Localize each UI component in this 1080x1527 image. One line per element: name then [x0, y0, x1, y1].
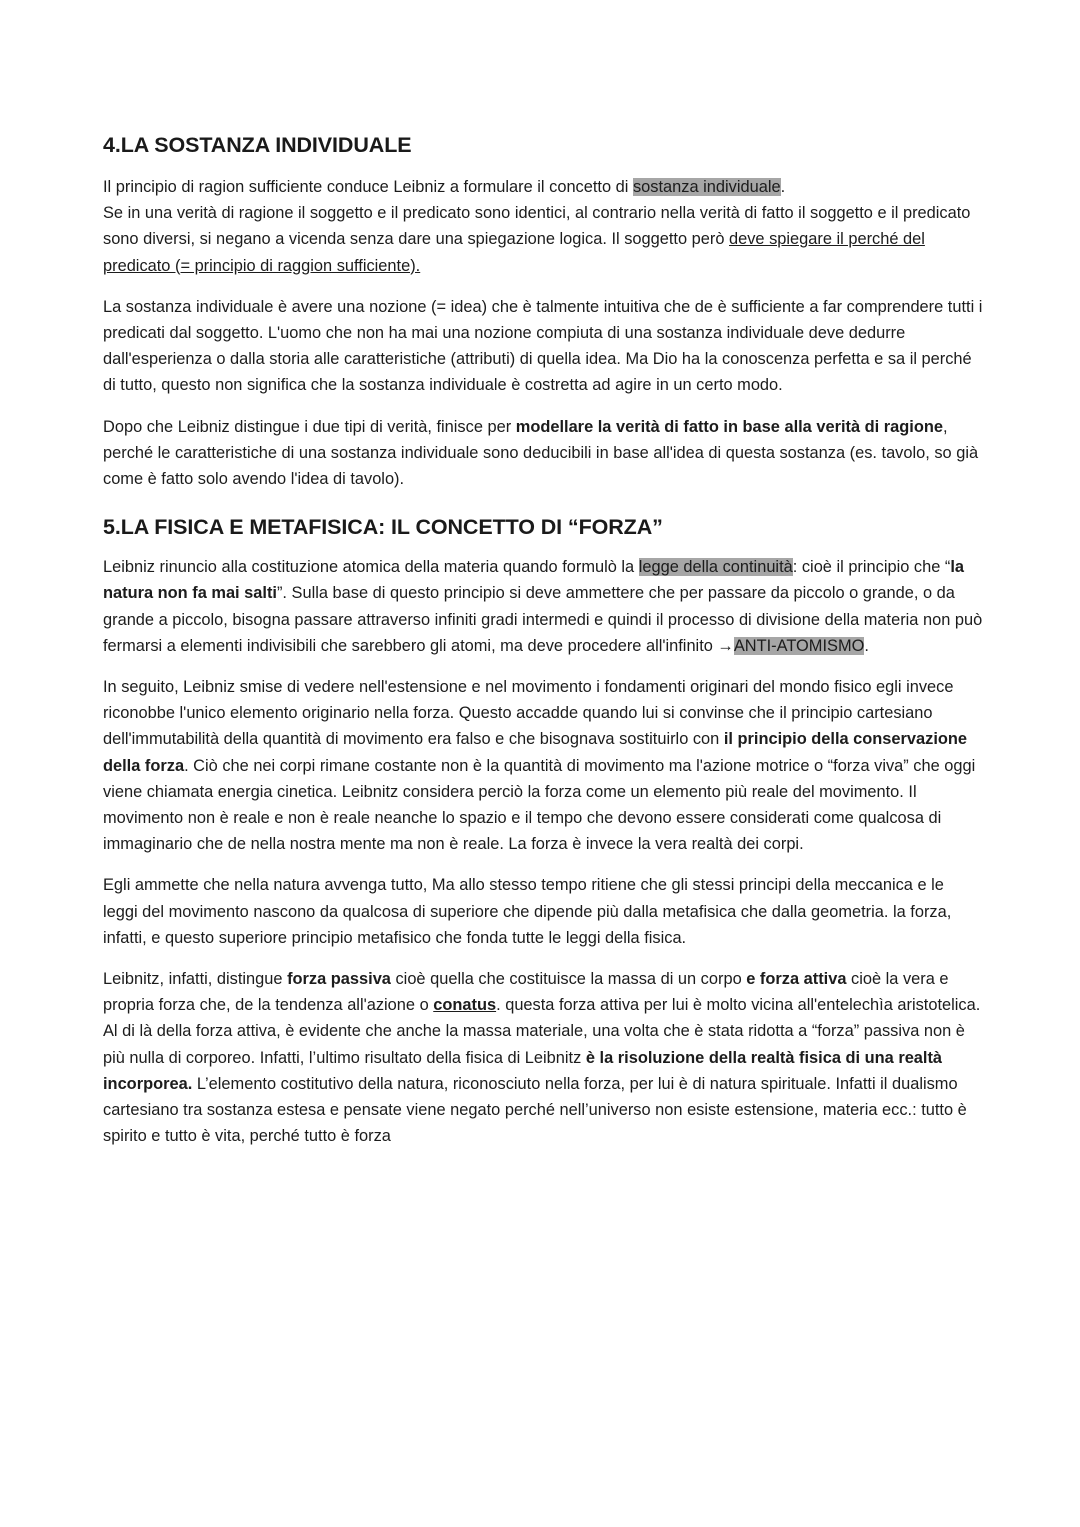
- document-page: [103, 128, 983, 1165]
- section-5-heading: 5.LA FISICA E METAFISICA: IL CONCETTO DI “FORZA”: [103, 515, 663, 540]
- bold-forza-passiva: forza passiva: [287, 970, 391, 989]
- s5-p4-text-c: cioè la vera e propria forza che, de la tendenza all'azione o: [103, 970, 949, 1015]
- s5-p2-text-a: In seguito, Leibniz smise di vedere nell'estensione e nel movimento i fondamenti originari del mondo fisico egli invece riconobbe l'unico elemento originario nella forza. Questo accadde quando lui si convinse che il principio cartesiano dell'immutabilità della quantità di movimento era falso e che bisognava sostituirlo con: [103, 678, 954, 749]
- s5-paragraph-2: [103, 674, 983, 857]
- s5-p1-text-d: .: [864, 636, 869, 655]
- bold-realta-incorporea: è la risoluzione della realtà fisica di una realtà incorporea.: [103, 1048, 943, 1093]
- s4-p1-end: .: [780, 178, 786, 196]
- bold-underlined-conatus: conatus: [433, 996, 497, 1015]
- s4-paragraph-1: [103, 174, 983, 200]
- bold-modellare: modellare la verità di fatto in base alla verità di ragione: [515, 417, 943, 436]
- s4-p2-text: Se in una verità di ragione il soggetto e il predicato sono identici, al contrario nella verità di fatto il soggetto e il predicato sono diversi, si negano a vicenda senza dare una spiegazione logica. Il soggetto però: [103, 204, 971, 249]
- s4-paragraph-4: [103, 414, 983, 493]
- underlined-principle: deve spiegare il perché del predicato (= principio di raggion sufficiente).: [103, 230, 925, 275]
- s5-paragraph-4: [103, 966, 983, 1149]
- s5-p2-text-b: . Ciò che nei corpi rimane costante non è la quantità di movimento ma l'azione motrice o “forza viva” che oggi viene chiamata energia cinetica. Leibnitz considera perciò la forza come un elemento più reale del movimento. Il movimento non è reale e non è reale neanche lo spazio e il tempo che devono essere considerati come qualcosa di immaginario che de nella nostra mente ma non è reale. La forza è invece la vera realtà dei corpi.: [103, 756, 976, 854]
- s5-p4-text-e: L’elemento costitutivo della natura, riconosciuto nella forza, per lui è di natura spirituale. Infatti il dualismo cartesiano tra sostanza estesa e pensate viene negato perché nell’universo non esiste estensione, materia ecc.: tutto è spirito e tutto è vita, perché tutto è forza: [103, 1074, 967, 1146]
- s4-p1-text: Il principio di ragion sufficiente conduce Leibniz a formulare il concetto di: [103, 178, 633, 196]
- s5-p4-text-b: cioè quella che costituisce la massa di un corpo: [390, 970, 747, 989]
- bold-forza-attiva: e forza attiva: [746, 970, 847, 989]
- s5-p4-text-d: . questa forza attiva per lui è molto vicina all'entelechìa aristotelica. Al di là della forza attiva, è evidente che anche la massa materiale, una volta che è stata ridotta a “forza” passiva non è più nulla di corporeo. Infatti, l’ultimo risultato della fisica di Leibnitz: [103, 996, 981, 1067]
- s4-paragraph-3: La sostanza individuale è avere una nozione (= idea) che è talmente intuitiva che de è sufficiente a far comprendere tutti i predicati dal soggetto. L'uomo che non ha mai una nozione compiuta di una sostanza individuale deve dedurre dall'esperienza o dalla storia alle caratteristiche (attributi) di quella idea. Ma Dio ha la conoscenza perfetta e sa il perché di tutto, questo non significa che la sostanza individuale è costretta ad agire in un certo modo.: [103, 297, 983, 395]
- s5-paragraph-1: [103, 554, 983, 659]
- highlight-legge-continuita: legge della continuità: [638, 558, 793, 577]
- highlight-anti-atomismo: ANTI-ATOMISMO: [733, 636, 865, 655]
- highlight-sostanza-individuale: sostanza individuale: [632, 178, 781, 196]
- s5-p4-text-a: Leibnitz, infatti, distingue: [103, 970, 288, 989]
- s5-p1-text-a: Leibniz rinuncio alla costituzione atomica della materia quando formulò la: [103, 558, 639, 577]
- s4-paragraph-2: [103, 200, 983, 279]
- bold-natura-salti: la natura non fa mai salti: [103, 558, 965, 603]
- bold-conservazione-forza: il principio della conservazione della forza: [103, 730, 968, 775]
- s5-p1-text-c: ”. Sulla base di questo principio si deve ammettere che per passare da piccolo o grande, o da grande a piccolo, bisogna passare attraverso infiniti gradi intermedi e quindi il processo di divisione della materia non può fermarsi a elementi indivisibili che sarebbero gli atomi, ma deve procedere all'infinito →: [103, 584, 983, 655]
- section-4-heading: 4.LA SOSTANZA INDIVIDUALE: [103, 133, 412, 157]
- s4-p4-text: Dopo che Leibniz distingue i due tipi di verità, finisce per: [103, 417, 516, 436]
- s4-p4-end: , perché le caratteristiche di una sostanza individuale sono deducibili in base all'idea di questa sostanza (es. tavolo, so già come è fatto solo avendo l'idea di tavolo).: [103, 417, 979, 489]
- s5-paragraph-3: Egli ammette che nella natura avvenga tutto, Ma allo stesso tempo ritiene che gli stessi principi della meccanica e le leggi del movimento nascono da qualcosa di superiore che dipende più dalla metafisica che dalla geometria. la forza, infatti, e questo superiore principio metafisico che fonda tutte le leggi della fisica.: [103, 876, 952, 947]
- s5-p1-text-b: : cioè il principio che “: [792, 558, 951, 577]
